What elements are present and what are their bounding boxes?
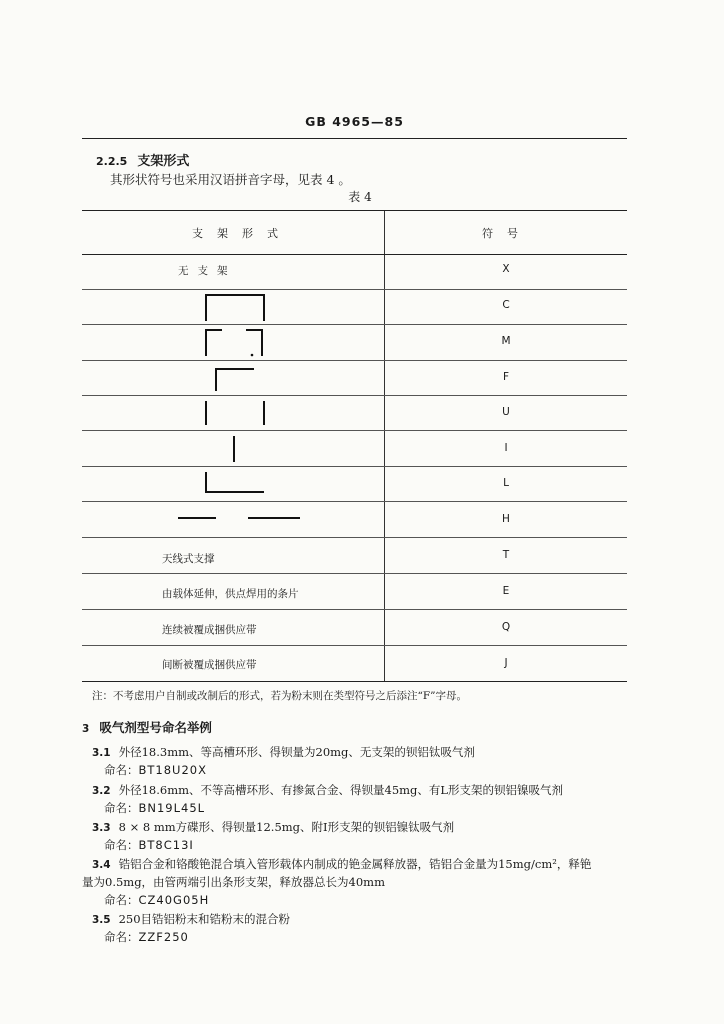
example-3-5-name: 命名：ZZF250 — [104, 930, 189, 944]
symbol-j: J — [504, 657, 508, 669]
symbol-q: Q — [501, 621, 511, 633]
symbol-u: U — [502, 406, 510, 418]
symbol-h: H — [502, 513, 510, 525]
section3-heading — [82, 718, 212, 736]
row-divider — [82, 360, 627, 361]
table-note: 注：不考虑用户自制或改制后的形式，若为粉末则在类型符号之后添注“F”字母。 — [92, 690, 468, 702]
symbol-c: C — [502, 299, 510, 311]
example-3-4: 3.4 锆铝合金和铬酸铯混合填入管形载体内制成的铯金属释放器，锆铝合金量为15mg/cm²，释铯 — [92, 857, 592, 871]
header-symbol: 符号 — [482, 227, 532, 240]
form-none: 无支架 — [178, 265, 237, 277]
example-3-5: 3.5 250目锆铝粉末和锆粉末的混合粉 — [92, 912, 291, 926]
row-divider — [82, 395, 627, 396]
row-divider — [82, 430, 627, 431]
example-3-3: 3.3 8 × 8 mm方碟形、得钡量12.5mg、附I形支架的钡铝镍钛吸气剂 — [92, 820, 455, 834]
symbol-l: L — [503, 477, 509, 489]
symbol-i: I — [504, 442, 508, 454]
row-divider — [82, 609, 627, 610]
form-continuous: 连续被覆成捆供应带 — [162, 624, 257, 636]
example-3-2-name: 命名：BN19L45L — [104, 801, 206, 815]
section-body: 其形状符号也采用汉语拼音字母，见表 4 。 — [110, 172, 351, 187]
header-divider — [82, 254, 627, 255]
section3-title: 吸气剂型号命名举例 — [99, 720, 212, 735]
column-divider — [384, 211, 385, 681]
row-divider — [82, 537, 627, 538]
row-divider — [82, 324, 627, 325]
f-shape-icon — [192, 361, 282, 393]
example-3-1-name: 命名：BT18U20X — [104, 763, 207, 777]
u-shape-icon — [192, 397, 282, 429]
symbol-m: M — [501, 335, 511, 347]
section-title: 支架形式 — [137, 154, 190, 169]
example-3-3-name: 命名：BT8C13I — [104, 838, 194, 852]
row-divider — [82, 289, 627, 290]
example-3-4-name: 命名：CZ40G05H — [104, 893, 210, 907]
row-divider — [82, 573, 627, 574]
c-shape-icon — [192, 291, 282, 323]
example-3-4-cont: 量为0.5mg，由管两端引出条形支架，释放器总长为40mm — [82, 875, 385, 889]
section-number: 2.2.5 — [96, 155, 128, 168]
section-heading — [96, 150, 189, 169]
support-form-table — [82, 210, 627, 682]
symbol-t: T — [502, 549, 510, 561]
symbol-f: F — [502, 371, 510, 383]
header-form: 支架形式 — [192, 227, 292, 240]
m-shape-icon — [192, 326, 282, 358]
form-strip: 由载体延伸，供点焊用的条片 — [162, 588, 299, 600]
row-divider — [82, 501, 627, 502]
example-3-2: 3.2 外径18.6mm、不等高槽环形、有掺氮合金、得钡量45mg、有L形支架的钡铝镍吸气剂 — [92, 783, 564, 797]
table-caption: 表 4 — [348, 190, 372, 204]
row-divider — [82, 466, 627, 467]
row-divider — [82, 645, 627, 646]
l-shape-icon — [192, 468, 282, 500]
page-header: GB 4965—85 — [82, 114, 627, 139]
i-shape-icon — [192, 432, 282, 464]
section3-number: 3 — [82, 723, 90, 735]
form-antenna: 天线式支撑 — [162, 553, 215, 565]
form-intermittent: 间断被覆成捆供应带 — [162, 659, 257, 671]
h-shape-icon — [172, 503, 322, 535]
example-3-1: 3.1 外径18.3mm、等高槽环形、得钡量为20mg、无支架的钡铝钛吸气剂 — [92, 745, 475, 759]
symbol-x: X — [502, 263, 510, 275]
symbol-e: E — [502, 585, 510, 597]
